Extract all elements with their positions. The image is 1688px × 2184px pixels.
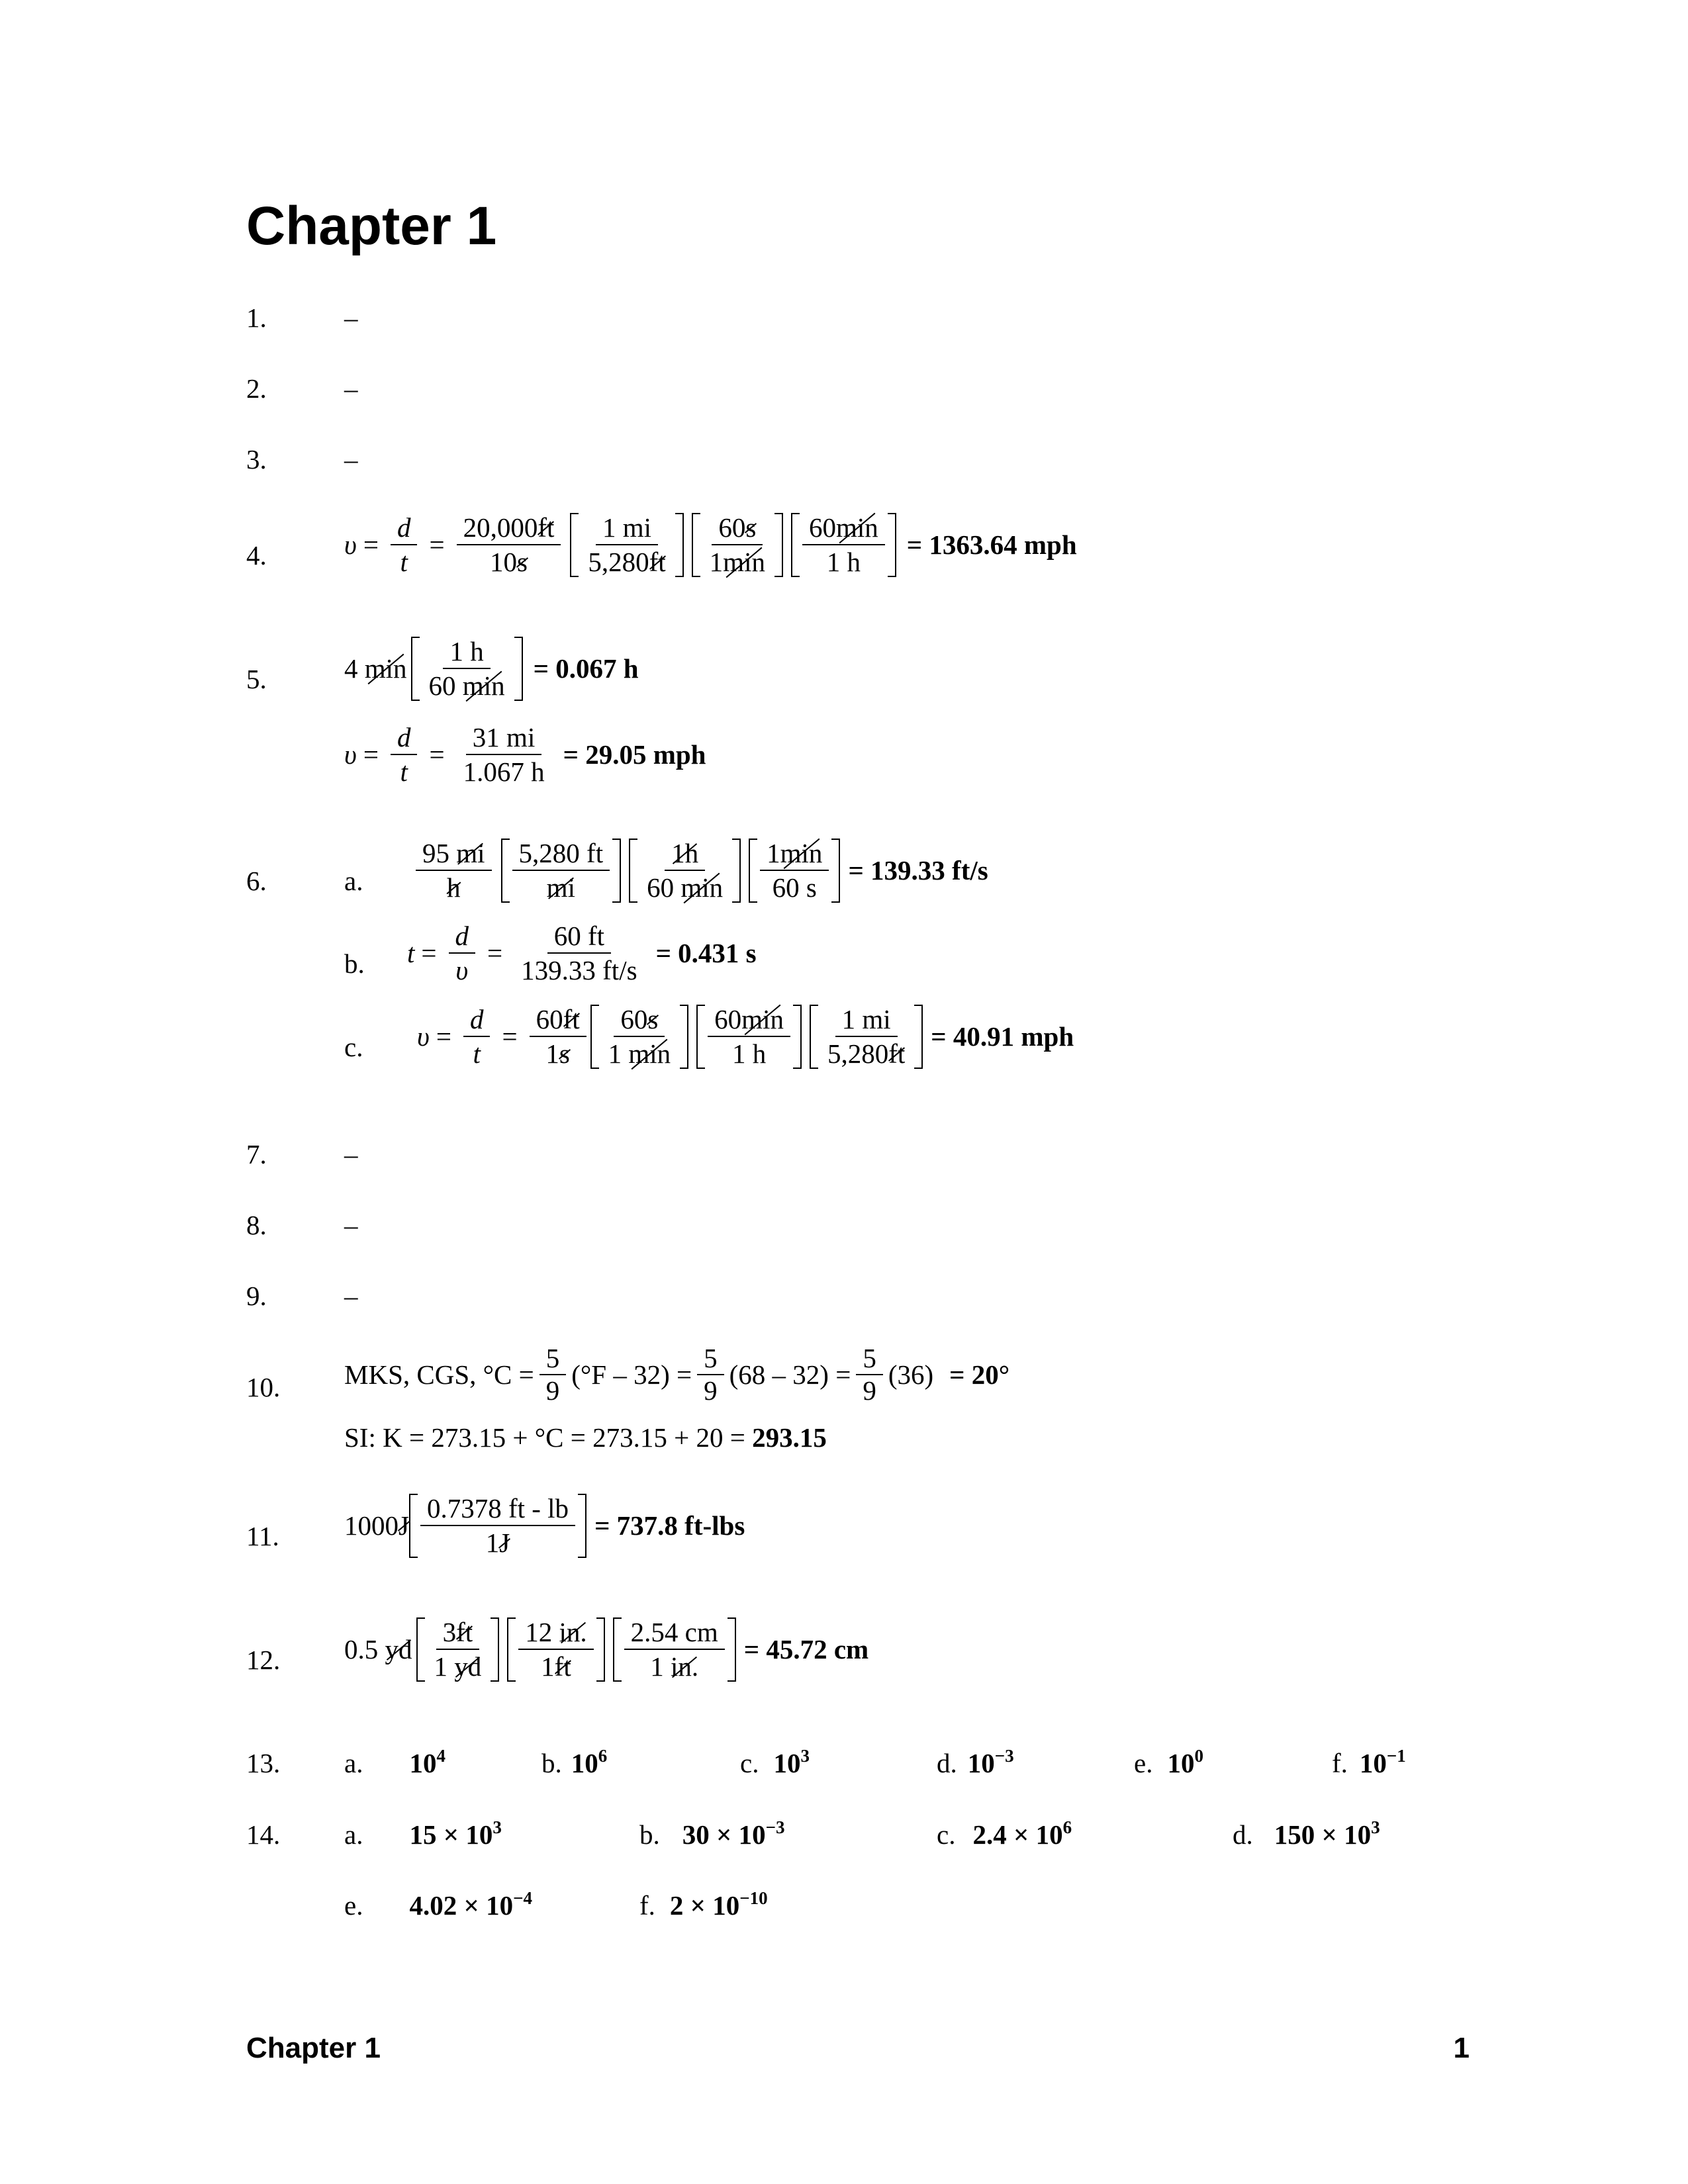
problem-6c-equation: υ = $\frac{d}{t}$ = $\frac{60ft}{1s}$ 60s 1 min 60min 1 h 1 mi 5,280ft = 40.91 mph (417, 1004, 1074, 1069)
problem-5-conversion: 4 min 1 h 60 min = 0.067 h (344, 636, 639, 702)
cancelled-unit: min (741, 1004, 784, 1034)
equals-sign: = (363, 529, 379, 561)
cancelled-unit: min (628, 1038, 671, 1069)
problem-5-result-1: = 0.067 h (533, 653, 639, 684)
cancelled-unit: ft (888, 1038, 906, 1069)
cancelled-unit: min (680, 872, 724, 903)
cancelled-unit: h (447, 872, 461, 903)
problem-13b: b. $10^6$ (541, 1746, 608, 1778)
problem-13e: e. $10^0$ (1134, 1746, 1203, 1778)
problem-10-kelvin-result: 293.15 (752, 1422, 827, 1453)
cancelled-unit: s (516, 547, 528, 578)
cancelled-unit: min (462, 670, 505, 702)
cancelled-unit: min (723, 547, 765, 578)
problem-10-result: = 20° (949, 1359, 1010, 1390)
conversion-factor-min-to-h: 1 h 60 min (411, 637, 523, 701)
page-title: Chapter 1 (246, 196, 497, 256)
conversion-factor-s-to-min: 60s 1min (692, 513, 783, 577)
problem-number-1: 1. (246, 302, 267, 333)
problem-11-equation: 1000 J 0.7378 ft - lb 1J = 737.8 ft-lbs (344, 1493, 745, 1559)
problem-4-result: = 1363.64 mph (906, 529, 1077, 561)
problem-6a-result: = 139.33 ft/s (848, 855, 988, 886)
cancelled-unit: in. (671, 1651, 699, 1682)
cancelled-unit: min (835, 512, 878, 543)
problem-13f: f. $10^{-1}$ (1332, 1746, 1406, 1778)
problem-7-answer: – (344, 1139, 358, 1169)
problem-number-12: 12. (246, 1645, 281, 1675)
problem-number-4: 4. (246, 540, 267, 570)
cancelled-unit: s (745, 512, 757, 543)
problem-1-answer: – (344, 302, 358, 333)
cancelled-unit: min (780, 838, 823, 868)
problem-6a-equation: 95 mi h 5,280 ft mi 1h 60 min 1min 60 s = 139.33 ft/s (410, 839, 988, 903)
problem-5-velocity: υ = $\frac{d}{t}$ = $\frac{31 mi}{1.067 h}$ = 29.05 mph (344, 722, 706, 788)
problem-6b-result: = 0.431 s (655, 938, 757, 969)
cancelled-unit: mi (546, 872, 575, 903)
problem-number-10: 10. (246, 1372, 281, 1402)
cancelled-unit: in. (559, 1617, 587, 1647)
problem-number-2: 2. (246, 373, 267, 404)
problem-6a-label: a. (344, 866, 363, 896)
problem-4-equation (344, 513, 1077, 577)
equals-sign: = (429, 529, 445, 561)
problem-number-11: 11. (246, 1521, 279, 1551)
denominator: 10s (489, 547, 528, 578)
fraction-distance-time (457, 513, 561, 577)
problem-number-5: 5. (246, 664, 267, 694)
problem-6b-label: b. (344, 948, 365, 979)
problem-number-14: 14. (246, 1819, 281, 1850)
problem-number-9: 9. (246, 1281, 267, 1311)
cancelled-unit: ft (456, 1617, 473, 1647)
cancelled-unit: J (399, 1510, 409, 1541)
problem-3-answer: – (344, 444, 358, 475)
cancelled-unit: ft (554, 1651, 571, 1682)
problem-number-8: 8. (246, 1210, 267, 1240)
cancelled-unit: s (559, 1038, 570, 1069)
cancelled-unit: min (364, 653, 407, 684)
problem-6c-label: c. (344, 1032, 363, 1062)
problem-13c: c. $10^3$ (740, 1746, 810, 1778)
footer-page-number: 1 (1453, 2032, 1470, 2064)
problem-14e: e. $4.02 \times 10^{-4}$ (344, 1888, 532, 1921)
problem-number-3: 3. (246, 444, 267, 475)
problem-14d: d. $150 \times 10^3$ (1233, 1817, 1380, 1850)
problem-5-result-2: = 29.05 mph (563, 739, 706, 770)
cancelled-unit: ft (563, 1004, 580, 1034)
cancelled-unit: yd (385, 1634, 412, 1665)
denominator: t (400, 547, 408, 578)
cancelled-unit: J (499, 1527, 510, 1559)
cancelled-unit: yd (454, 1651, 482, 1682)
numerator: d (391, 513, 418, 545)
fraction-d-over-t (391, 513, 418, 577)
problem-12-result: = 45.72 cm (743, 1634, 869, 1665)
velocity-symbol: υ (344, 739, 357, 770)
problem-number-6: 6. (246, 866, 267, 896)
problem-2-answer: – (344, 373, 358, 404)
problem-14b: b. $30 \times 10^{-3}$ (639, 1817, 785, 1850)
conversion-factor-min-to-h: 60min 1 h (791, 513, 896, 577)
problem-10-kelvin: SI: K = 273.15 + °C = 273.15 + 20 = 293.15 (344, 1422, 827, 1453)
problem-14f: f. $2 \times 10^{-10}$ (639, 1888, 768, 1921)
conversion-factor-ft-to-mi: 1 mi 5,280ft (570, 513, 683, 577)
cancelled-unit: mi (456, 838, 485, 868)
problem-number-13: 13. (246, 1748, 281, 1778)
footer-chapter-label: Chapter 1 (246, 2032, 381, 2064)
problem-10-celsius: MKS, CGS, °C = $\frac{5}{9}$ (°F – 32) = $\frac{5}{9}$ (68 – 32) = $\frac{5}{9}$ (36) = 20° (344, 1343, 1010, 1406)
problem-13d: d. $10^{-3}$ (937, 1746, 1014, 1778)
problem-14a: a. $15 \times 10^3$ (344, 1817, 502, 1850)
cancelled-unit: s (647, 1004, 659, 1034)
problem-13a: a. $10^4$ (344, 1746, 445, 1778)
cancelled-unit: ft (538, 512, 555, 543)
numerator: 20,000ft (457, 513, 561, 545)
problem-number-7: 7. (246, 1139, 267, 1169)
cancelled-unit: 1h (671, 838, 699, 868)
problem-12-equation: 0.5 yd 3ft 1 yd 12 in. 1ft 2.54 cm 1 in. = 45.72 cm (344, 1617, 869, 1682)
problem-11-result: = 737.8 ft-lbs (594, 1510, 745, 1541)
velocity-symbol: υ (344, 529, 357, 561)
problem-8-answer: – (344, 1210, 358, 1240)
problem-9-answer: – (344, 1281, 358, 1311)
problem-6b-equation: t = $\frac{d}{\upsilon}$ = $\frac{60 ft}{139.33 ft/s}$ = 0.431 s (407, 921, 757, 986)
problem-14c: c. $2.4 \times 10^6$ (937, 1817, 1072, 1850)
cancelled-unit: ft (649, 547, 666, 578)
problem-6c-result: = 40.91 mph (931, 1021, 1074, 1052)
